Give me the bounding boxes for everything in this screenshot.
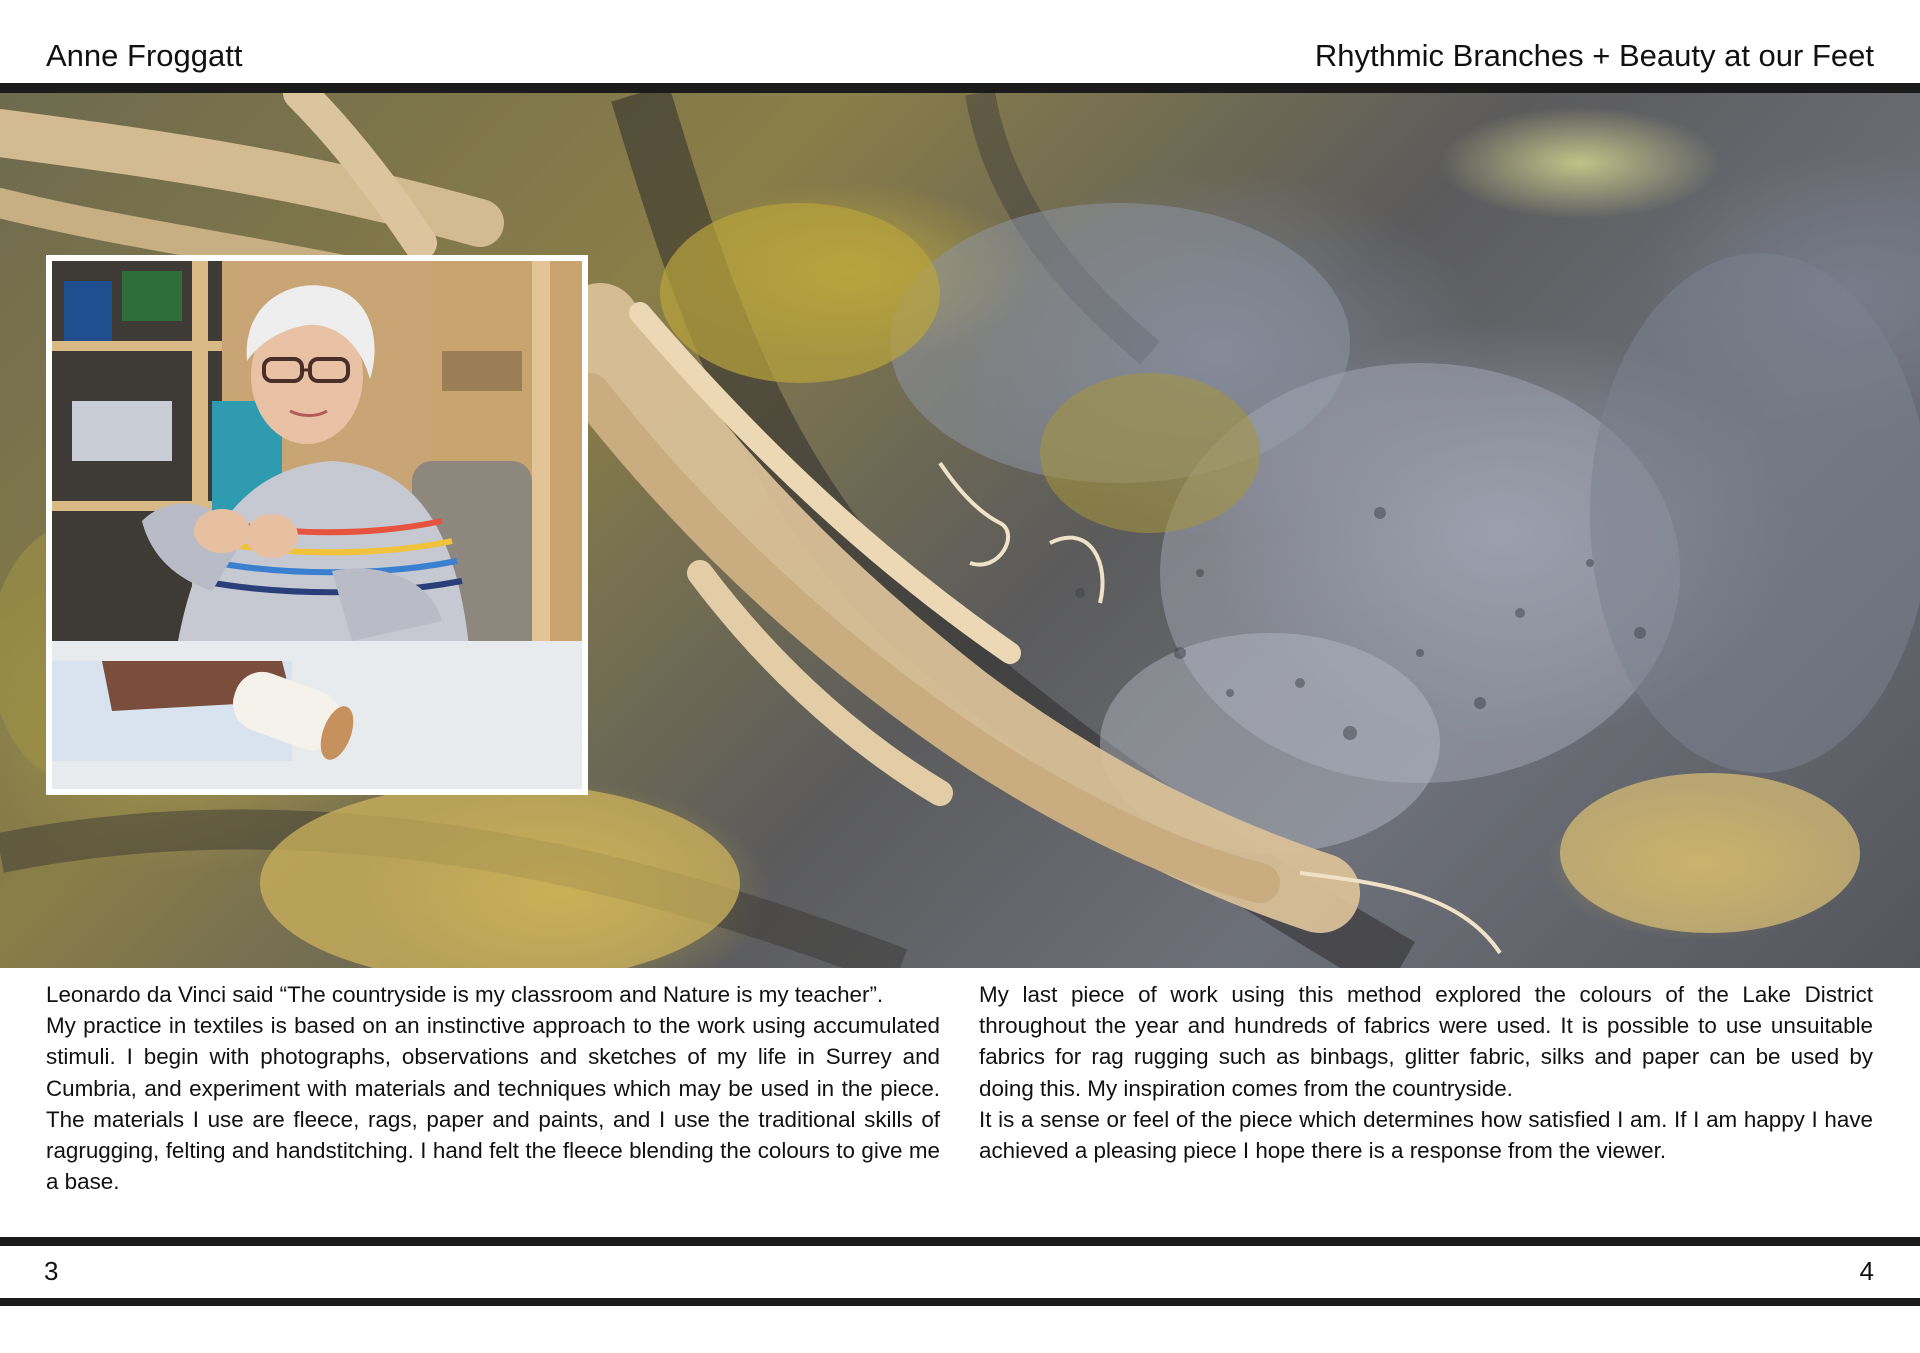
body-paragraph: My last piece of work using this method explored the colours of the Lake District throughout the year and hundreds of fabrics were used. It is possible to use unsuitable fabrics for rag rugging such as binbags, glitter fabric, silks and paper can be used by doing this. My inspiration comes from the countryside. xyxy=(979,982,1873,1101)
portrait-art xyxy=(52,261,582,789)
body-paragraph: My practice in textiles is based on an instinctive approach to the work using accumulated stimuli. I begin with photographs, observations and sketches of my life in Surrey and Cumbria, and experiment with materials and techniques which may be used in the piece. The materials I use are fleece, rags, paper and paints, and I use the traditional skills of ragrugging, felting and handstitching. I hand felt the fleece blending the colours to give me a base. xyxy=(46,1013,940,1195)
artist-portrait-photo xyxy=(46,255,588,795)
footer-rule-top xyxy=(0,1237,1920,1246)
body-paragraph: It is a sense or feel of the piece which determines how satisfied I am. If I am happy I have achieved a pleasing piece I hope there is a response from the viewer. xyxy=(979,1106,1873,1164)
body-paragraph: Leonardo da Vinci said “The countryside is my classroom and Nature is my teacher”. xyxy=(46,982,884,1007)
page-number-right: 4 xyxy=(1859,1256,1874,1286)
footer-rule-bottom xyxy=(0,1298,1920,1306)
body-column-right xyxy=(979,979,1873,1166)
page-number-left: 3 xyxy=(44,1256,59,1286)
top-rule xyxy=(0,83,1920,93)
body-column-left xyxy=(46,979,940,1197)
publication-title: Rhythmic Branches + Beauty at our Feet xyxy=(1314,38,1874,73)
author-name: Anne Froggatt xyxy=(46,38,243,73)
